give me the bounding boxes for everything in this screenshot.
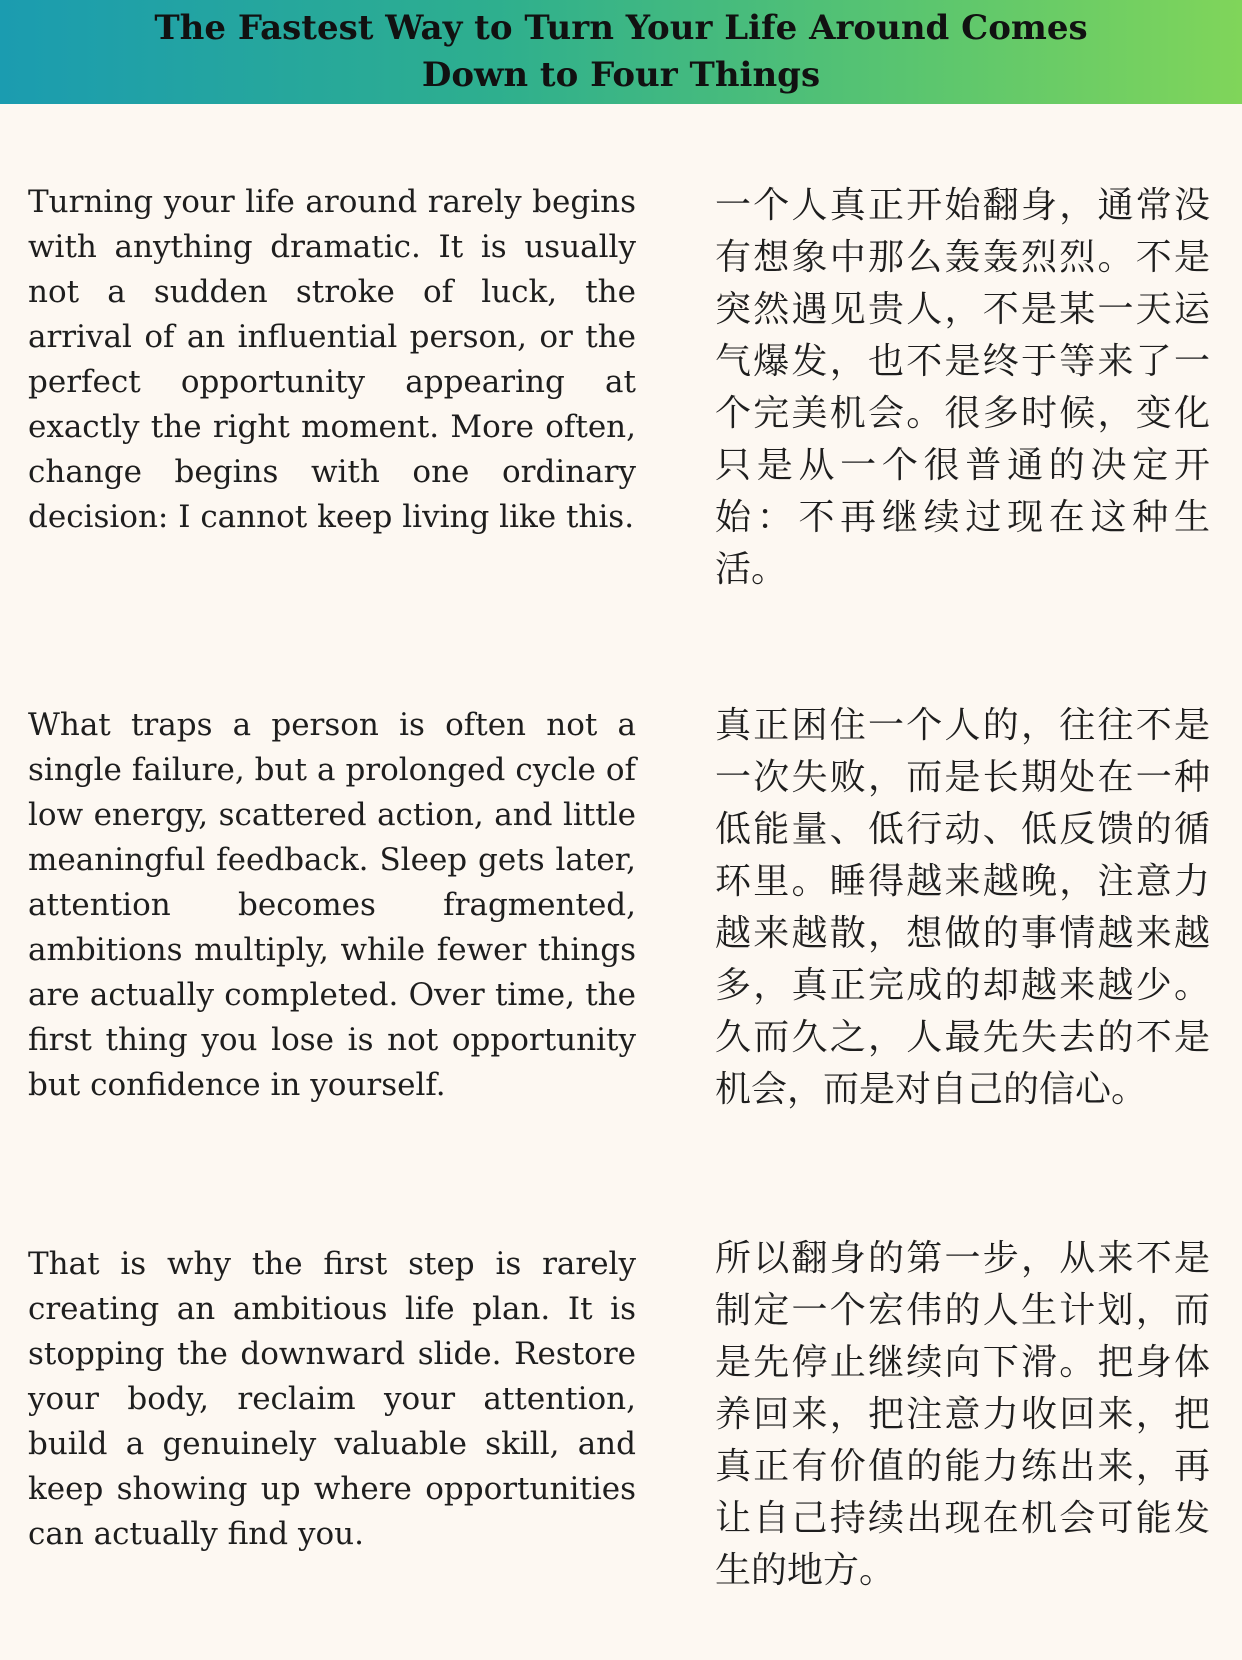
title-banner (0, 0, 1242, 104)
paragraph-zh-3: 所以翻身的第一步，从来不是制定一个宏伟的人生计划，而是先停止继续向下滑。把身体养回来，把注意力收回来，把真正有价值的能力练出来，再让自己持续出现在机会可能发生的地方。 (715, 1238, 1210, 1591)
paragraph-en-2: What traps a person is often not a single failure, but a prolonged cycle of low energy, scattered action, and little meaningful feedback. Sleep gets later, attention becomes fragmented, ambitions multiply, while fewer things are actually completed. Over time, the first thing you lose is not opportunity but confidence in yourself. (28, 707, 636, 1103)
paragraph-en-3: That is why the first step is rarely creating an ambitious life plan. It is stopping the downward slide. Restore your body, reclaim your attention, build a genuinely valuable skill, and keep showing up where opportunities can actually find you. (28, 1246, 636, 1552)
page-title: The Fastest Way to Turn Your Life Around Comes Down to Four Things (154, 8, 1088, 95)
paragraph-zh-1: 一个人真正开始翻身，通常没有想象中那么轰轰烈烈。不是突然遇见贵人，不是某一天运气爆发，也不是终于等来了一个完美机会。很多时候，变化只是从一个很普通的决定开始：不再继续过现在这种生活。 (715, 185, 1210, 590)
paragraph-en-1: Turning your life around rarely begins with anything dramatic. It is usually not a sudden stroke of luck, the arrival of an influential person, or the perfect opportunity appearing at exactly the right moment. More often, change begins with one ordinary decision: I cannot keep living like this. (28, 184, 636, 535)
paragraph-zh-2: 真正困住一个人的，往往不是一次失败，而是长期处在一种低能量、低行动、低反馈的循环里。睡得越来越晚，注意力越来越散，想做的事情越来越多，真正完成的却越来越少。久而久之，人最先失去的不是机会，而是对自己的信心。 (715, 705, 1210, 1110)
